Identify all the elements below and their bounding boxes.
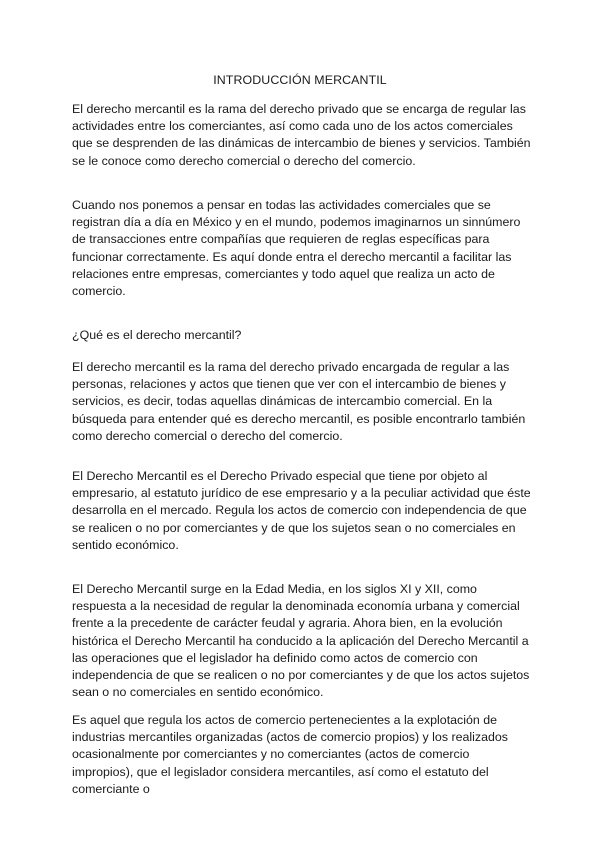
section-heading-what-is: ¿Qué es el derecho mercantil? <box>72 328 242 342</box>
paragraph-what-is: El derecho mercantil es la rama del derecho privado encargada de regular a las personas, relaciones y actos que tienen que ver con el intercambio de bienes y servicios, es decir, todas aquellas dinámicas de intercambio comercial. En la búsqueda para entender qué es derecho mercantil, es posible encontrarlo también como derecho comercial o derecho del comercio. <box>72 360 526 443</box>
paragraph-regulation: Es aquel que regula los actos de comercio pertenecientes a la explotación de industrias mercantiles organizadas (actos de comercio propios) y los realizados ocasionalmente por comerciantes y no comerciantes (actos de comercio impropios), que el legislador considera mercantiles, así como el estatuto del comerciante o <box>72 713 508 796</box>
paragraph-definition: El derecho mercantil es la rama del derecho privado que se encarga de regular las actividades entre los comerciantes, así como cada uno de los actos comerciales que se desprenden de las dinámicas de intercambio de bienes y servicios. También se le conoce como derecho comercial o derecho del comercio. <box>72 102 531 168</box>
paragraph-history: El Derecho Mercantil surge en la Edad Media, en los siglos XI y XII, como respuesta a la necesidad de regular la denominada economía urbana y comercial frente a la precedente de carácter feudal y agraria. Ahora bien, en la evolución histórica el Derecho Mercantil ha conducido a la aplicación del Derecho Mercantil a las operaciones que el legislador ha definido como actos de comercio con independencia de que se realicen o no por comerciantes y de que los actos sujetos sean o no comerciales en sentido económico. <box>72 582 530 700</box>
document-title: INTRODUCCIÓN MERCANTIL <box>213 73 387 87</box>
paragraph-special-private-law: El Derecho Mercantil es el Derecho Privado especial que tiene por objeto al empresario, al estatuto jurídico de ese empresario y a la peculiar actividad que éste desarrolla en el mercado. Regula los actos de comercio con independencia de que se realicen o no por comerciantes y de que los sujetos sean o no comerciales en sentido económico. <box>72 469 531 552</box>
paragraph-commercial-activities: Cuando nos ponemos a pensar en todas las actividades comerciales que se registran día a día en México y en el mundo, podemos imaginarnos un sinnúmero de transacciones entre compañías que requieren de reglas específicas para funcionar correctamente. Es aquí donde entra el derecho mercantil a facilitar las relaciones entre empresas, comerciantes y todo aquel que realiza un acto de comercio. <box>72 198 521 299</box>
